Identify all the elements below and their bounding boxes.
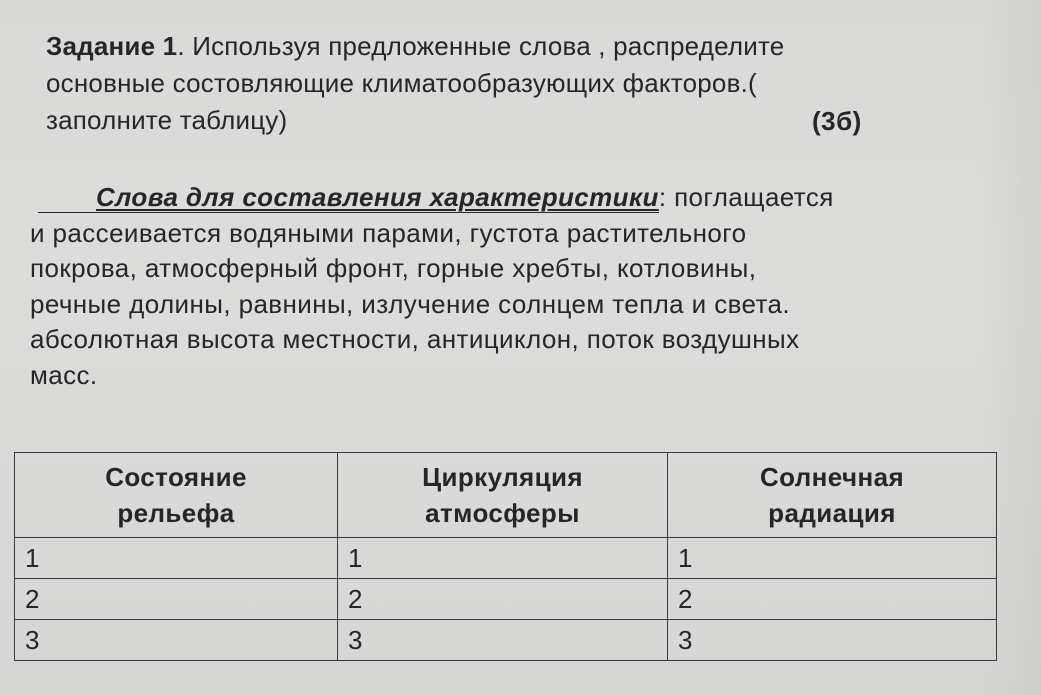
task-line-3: заполните таблицу) bbox=[46, 105, 288, 135]
table-cell[interactable]: 2 bbox=[338, 579, 668, 620]
task-label: Задание 1 bbox=[46, 31, 178, 61]
header-relief-line-1: Состояние bbox=[105, 462, 247, 492]
word-bank-heading: Слова для составления характеристики bbox=[38, 182, 659, 213]
word-bank-line: масс. bbox=[30, 359, 98, 390]
table-cell[interactable]: 1 bbox=[338, 538, 668, 579]
table-row bbox=[15, 538, 997, 579]
task-points: (3б) bbox=[812, 106, 862, 136]
table-cell[interactable]: 2 bbox=[15, 579, 338, 620]
answer-table bbox=[14, 452, 997, 661]
word-bank-heading-suffix: : поглащается bbox=[658, 182, 834, 212]
table-row bbox=[15, 620, 997, 661]
header-radiation-line-1: Солнечная bbox=[759, 462, 905, 492]
word-bank-line: абсолютная высота местности, антициклон, поток воздушных bbox=[30, 324, 800, 354]
header-relief-line-2: рельефа bbox=[117, 498, 235, 528]
header-circulation bbox=[338, 453, 668, 538]
header-relief bbox=[15, 453, 338, 538]
word-bank-line: речные долины, равнины, излучение солнцем тепла и света. bbox=[30, 288, 791, 319]
header-radiation bbox=[668, 453, 997, 538]
header-circulation-line-2: атмосферы bbox=[425, 498, 580, 528]
table-header-row bbox=[15, 453, 997, 538]
task-line-2: основные состовляющие климатообразующих факторов.( bbox=[46, 68, 757, 98]
table-cell[interactable]: 3 bbox=[15, 620, 338, 661]
task-statement bbox=[46, 28, 946, 139]
word-bank-line: покрова, атмосферный фронт, горные хребты, котловины, bbox=[30, 253, 757, 283]
word-bank bbox=[30, 180, 990, 393]
table-cell[interactable]: 3 bbox=[338, 620, 668, 661]
header-radiation-line-2: радиация bbox=[768, 498, 896, 528]
task-line-1 bbox=[46, 28, 946, 65]
word-bank-line: и рассеивается водяными парами, густота растительного bbox=[30, 217, 747, 248]
table-cell[interactable]: 2 bbox=[668, 579, 997, 620]
table-cell[interactable]: 3 bbox=[668, 620, 997, 661]
table-row bbox=[15, 579, 997, 620]
table-cell[interactable]: 1 bbox=[15, 538, 338, 579]
task-line-1-text: . Используя предложенные слова , распределите bbox=[177, 31, 785, 61]
header-circulation-line-1: Циркуляция bbox=[422, 462, 583, 492]
word-bank-first-line bbox=[30, 180, 990, 216]
table-cell[interactable]: 1 bbox=[668, 538, 997, 579]
